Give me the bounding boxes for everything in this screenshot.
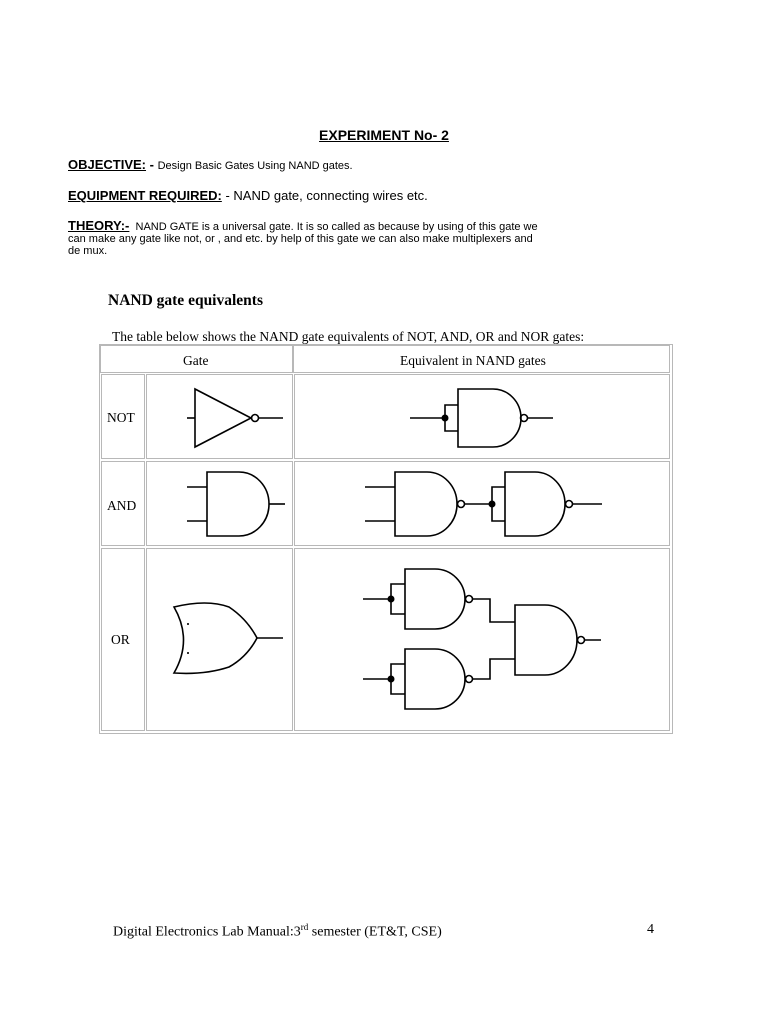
row-label-or: OR bbox=[111, 632, 130, 647]
footer: Digital Electronics Lab Manual:3rd semester (ET&T, CSE) bbox=[113, 922, 442, 940]
row-label-not: NOT bbox=[107, 410, 135, 425]
equipment-text: NAND gate, connecting wires etc. bbox=[233, 188, 428, 203]
and-gate-symbol bbox=[147, 462, 294, 547]
or-gate-cell bbox=[146, 548, 293, 731]
theory bbox=[68, 220, 628, 257]
objective: OBJECTIVE: - Design Basic Gates Using NAND gates. bbox=[68, 157, 353, 172]
or-nand-equivalent bbox=[295, 549, 671, 732]
equipment: EQUIPMENT REQUIRED: - NAND gate, connecting wires etc. bbox=[68, 188, 428, 203]
header-gate-cell bbox=[100, 345, 293, 373]
header-gate: Gate bbox=[183, 353, 209, 368]
and-gate-cell bbox=[146, 461, 293, 546]
row-and-label-cell bbox=[101, 461, 145, 546]
page-title: EXPERIMENT No- 2 bbox=[319, 127, 449, 143]
header-equivalent-cell bbox=[293, 345, 670, 373]
equipment-label: EQUIPMENT REQUIRED: bbox=[68, 188, 222, 203]
header-equivalent: Equivalent in NAND gates bbox=[400, 353, 546, 368]
and-nand-equivalent bbox=[295, 462, 671, 547]
row-label-and: AND bbox=[107, 498, 137, 513]
section-intro: The table below shows the NAND gate equivalents of NOT, AND, OR and NOR gates: bbox=[112, 329, 585, 344]
page-number: 4 bbox=[647, 922, 654, 937]
theory-line-2: can make any gate like not, or , and etc. by help of this gate we can also make multiplexers and bbox=[68, 233, 533, 245]
and-nand-cell bbox=[294, 461, 670, 546]
not-nand-cell bbox=[294, 374, 670, 459]
row-not-label-cell bbox=[101, 374, 145, 459]
theory-label: THEORY:- bbox=[68, 218, 130, 233]
not-gate-cell bbox=[146, 374, 293, 459]
objective-label: OBJECTIVE: bbox=[68, 157, 147, 172]
not-nand-equivalent bbox=[295, 375, 671, 460]
nand-equivalents-table bbox=[99, 344, 673, 734]
theory-line-3: de mux. bbox=[68, 245, 108, 257]
objective-text: Design Basic Gates Using NAND gates. bbox=[157, 160, 353, 172]
or-nand-cell bbox=[294, 548, 670, 731]
or-gate-symbol bbox=[147, 549, 294, 732]
row-or-label-cell bbox=[101, 548, 145, 731]
not-gate-symbol bbox=[147, 375, 294, 460]
section-heading: NAND gate equivalents bbox=[108, 292, 263, 309]
theory-line-1: NAND GATE is a universal gate. It is so called as because by using of this gate we bbox=[135, 221, 538, 233]
